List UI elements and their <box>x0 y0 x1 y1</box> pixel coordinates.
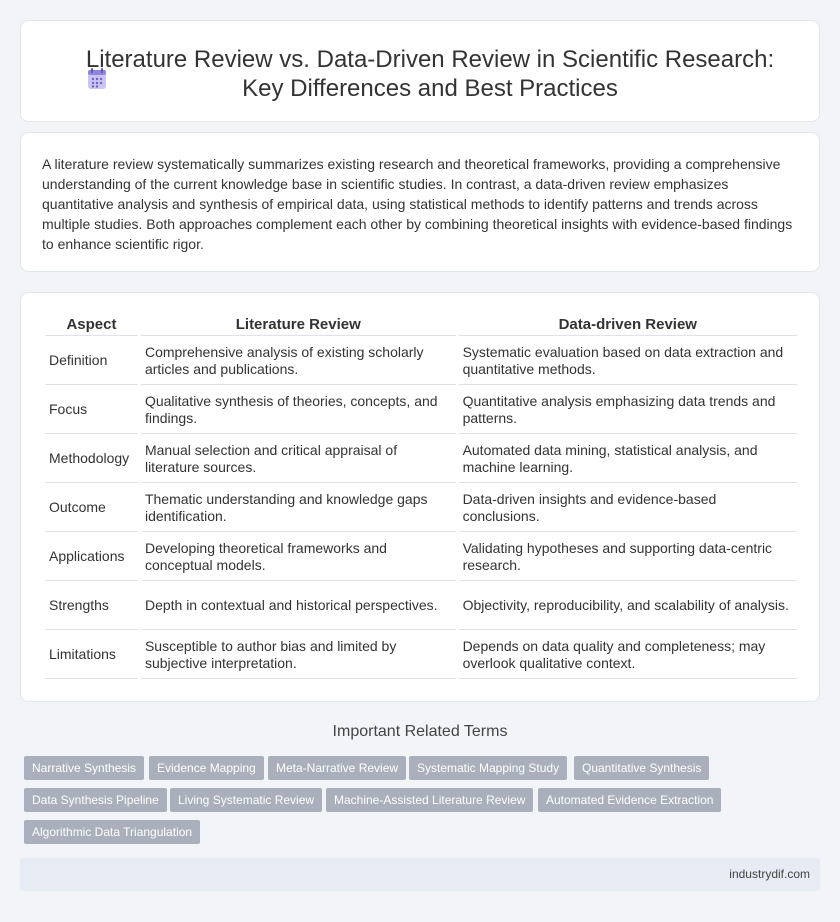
row-data-driven: Depends on data quality and completeness; may overlook qualitative context. <box>459 630 797 679</box>
row-aspect: Methodology <box>45 434 138 483</box>
row-data-driven: Systematic evaluation based on data extraction and quantitative methods. <box>459 336 797 385</box>
tag-data-synthesis-pipeline[interactable]: Data Synthesis Pipeline <box>24 788 167 812</box>
row-literature: Manual selection and critical appraisal of literature sources. <box>141 434 456 483</box>
row-literature: Depth in contextual and historical perspectives. <box>141 581 456 630</box>
row-aspect: Limitations <box>45 630 138 679</box>
tag-automated-evidence-extraction[interactable]: Automated Evidence Extraction <box>538 788 721 812</box>
row-aspect: Outcome <box>45 483 138 532</box>
intro-paragraph: A literature review systematically summarizes existing research and theoretical frameworks, providing a comprehensive understanding of the current knowledge base in scientific studies. In contrast, a data-driven review emphasizes quantitative analysis and synthesis of empirical data, using statistical methods to identify patterns and trends across multiple studies. Both approaches complement each other by combining theoretical insights with evidence-based findings to enhance scientific rigor. <box>42 156 793 252</box>
row-data-driven: Quantitative analysis emphasizing data trends and patterns. <box>459 385 797 434</box>
row-literature: Thematic understanding and knowledge gaps identification. <box>141 483 456 532</box>
row-data-driven: Objectivity, reproducibility, and scalability of analysis. <box>459 581 797 630</box>
tag-quantitative-synthesis[interactable]: Quantitative Synthesis <box>574 756 709 780</box>
footer <box>20 858 820 891</box>
row-literature: Comprehensive analysis of existing scholarly articles and publications. <box>141 336 456 385</box>
tag-narrative-synthesis[interactable]: Narrative Synthesis <box>24 756 144 780</box>
row-aspect: Definition <box>45 336 138 385</box>
tag-algorithmic-data-triangulation[interactable]: Algorithmic Data Triangulation <box>24 820 200 844</box>
table-row <box>45 385 797 434</box>
table-row <box>45 336 797 385</box>
title-card <box>20 20 820 122</box>
related-terms-heading: Important Related Terms <box>332 723 508 740</box>
page-title: Literature Review vs. Data-Driven Review in Scientific Research: Key Differences and Best Practices <box>85 46 775 102</box>
table-row <box>45 581 797 630</box>
tag-machine-assisted-literature-review[interactable]: Machine-Assisted Literature Review <box>326 788 533 812</box>
header-literature-review: Literature Review <box>141 312 456 336</box>
row-data-driven: Validating hypotheses and supporting data-centric research. <box>459 532 797 581</box>
header-aspect: Aspect <box>45 312 138 336</box>
table-row <box>45 434 797 483</box>
row-aspect: Strengths <box>45 581 138 630</box>
row-data-driven: Data-driven insights and evidence-based conclusions. <box>459 483 797 532</box>
footer-site-link[interactable]: industrydif.com <box>729 867 810 881</box>
comparison-table-card <box>20 292 820 702</box>
table-row <box>45 483 797 532</box>
tag-living-systematic-review[interactable]: Living Systematic Review <box>170 788 322 812</box>
row-aspect: Focus <box>45 385 138 434</box>
tag-evidence-mapping[interactable]: Evidence Mapping <box>149 756 264 780</box>
tag-meta-narrative-review[interactable]: Meta-Narrative Review <box>268 756 406 780</box>
table-row <box>45 532 797 581</box>
row-aspect: Applications <box>45 532 138 581</box>
row-literature: Susceptible to author bias and limited by subjective interpretation. <box>141 630 456 679</box>
table-row <box>45 630 797 679</box>
comparison-table <box>42 312 800 679</box>
row-data-driven: Automated data mining, statistical analysis, and machine learning. <box>459 434 797 483</box>
intro-card <box>20 132 820 272</box>
row-literature: Developing theoretical frameworks and conceptual models. <box>141 532 456 581</box>
table-header-row <box>45 312 797 336</box>
tag-systematic-mapping-study[interactable]: Systematic Mapping Study <box>409 756 567 780</box>
row-literature: Qualitative synthesis of theories, concepts, and findings. <box>141 385 456 434</box>
header-data-driven-review: Data-driven Review <box>459 312 797 336</box>
